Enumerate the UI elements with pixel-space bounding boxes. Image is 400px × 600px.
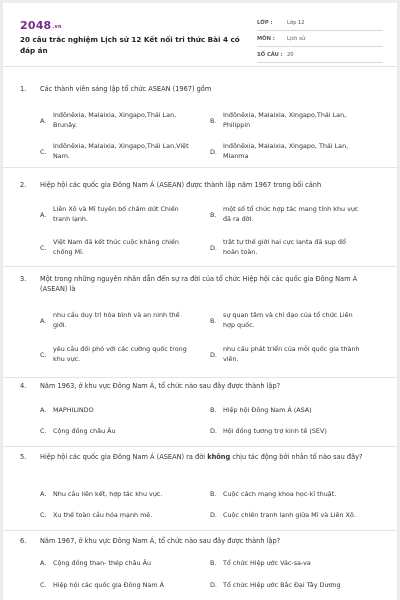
option-text: Liên Xô và Mĩ tuyên bố chấm dứt Chiến tranh lạnh. [53,205,179,223]
option-text: Cộng đồng châu Âu [53,427,116,435]
question-2 [3,168,397,267]
option-text: sự quan tâm và chỉ đạo của tổ chức Liên hợp quốc. [223,311,353,329]
question-text: Các thành viên sáng lập tổ chức ASEAN (1967) gồm [40,85,212,93]
question-number: 4. [20,382,27,390]
option-text: trật tự thế giới hai cực Ianta đã sụp đổ hoàn toàn. [223,238,346,256]
option-text: Inđônêxia, Malaixia, Xingapo,Thái Lan, Brunây. [53,111,177,129]
question-3 [3,267,397,378]
option-text: Xu thế toàn cầu hóa mạnh mẽ. [53,511,153,519]
option-text: Nhu cầu liên kết, hợp tác khu vực. [53,490,163,498]
option-text: Cuộc cách mạng khoa học-kĩ thuật. [223,490,337,498]
question-text: Hiệp hội các quốc gia Đông Nam Á (ASEAN) được thành lập năm 1967 trong bối cảnh [40,181,322,189]
option-letter: B. [210,490,217,498]
logo-suffix: .vn [52,24,62,30]
quiz-title: 20 câu trắc nghiệm Lịch sử 12 Kết nối tri thức Bài 4 có đáp án [20,35,240,55]
option-text: Hội đồng tương trợ kinh tế (SEV) [223,427,327,435]
option-text: Tổ chức Hiệp ước Vác-sa-va [223,559,311,567]
question-text-before: Hiệp hội các quốc gia Đông Nam Á (ASEAN) ra đời [40,453,208,461]
logo-text: 2048 [20,19,52,32]
option-letter: A. [40,406,47,414]
meta-label: LỚP : [257,20,273,26]
question-number: 2. [20,181,27,189]
option-letter: D. [210,351,217,359]
option-letter: C. [40,581,47,589]
option-text: Việt Nam đã kết thúc cuộc kháng chiến chống Mĩ. [53,238,179,256]
option-text: nhu cầu phát triển của mỗi quốc gia thành viên. [223,345,360,363]
option-letter: D. [210,427,217,435]
option-letter: D. [210,244,217,252]
question-text: Một trong những nguyên nhân dẫn đến sự ra đời của tổ chức Hiệp hội các quốc gia Đông Nam Á (ASEAN) là [40,275,358,293]
option-text: Cộng đồng than- thép châu Âu [53,559,152,567]
option-letter: C. [40,511,47,519]
option-text: Cuộc chiến tranh lạnh giữa Mĩ và Liên Xô. [223,511,356,519]
meta-row-class [257,17,383,31]
page-header [3,3,397,67]
meta-value: Lớp 12 [287,20,305,26]
option-text: một số tổ chức hợp tác mang tính khu vực đã ra đời. [223,205,359,223]
option-letter: B. [210,317,217,325]
option-text: Inđônêxia, Malaixia, Xingapo, Thái Lan, Mianma [223,142,349,160]
option-letter: C. [40,148,47,156]
option-text: MAPHILINDO [53,406,94,414]
option-text: Inđônêxia, Malaixia, Xingapo,Thái Lan, Philippin [223,111,347,129]
quiz-meta [257,17,383,65]
quiz-page [3,3,397,600]
question-6 [3,531,397,600]
option-letter: A. [40,490,47,498]
question-text [40,452,380,462]
option-text: Hiệp hội Đông Nam Á (ASA) [223,406,312,414]
question-number: 3. [20,275,27,283]
question-1 [3,67,397,168]
option-letter: A. [40,559,47,567]
option-text: Tổ chức Hiệp ước Bắc Đại Tây Dương [223,581,341,589]
question-text-bold: không [207,453,231,461]
meta-label: MÔN : [257,36,275,42]
option-text: Inđônêxia, Malaixia, Xingapo,Thái Lan,Việt Nam. [53,142,189,160]
meta-row-count [257,49,383,63]
option-text: yêu cầu đối phó với các cường quốc trong khu vực. [53,345,187,363]
question-text-after: chịu tác động bởi nhân tố nào sau đây? [230,453,363,461]
option-letter: C. [40,351,47,359]
meta-value: Lịch sử [287,36,306,42]
option-text: Hiệp hội các quốc gia Đông Nam Á [53,581,165,589]
option-letter: A. [40,211,47,219]
option-letter: D. [210,148,217,156]
meta-value: 20 [287,52,294,58]
option-letter: D. [210,511,217,519]
question-number: 1. [20,85,27,93]
option-text: nhu cầu duy trì hòa bình và an ninh thế giới. [53,311,180,329]
question-text: Năm 1963, ở khu vực Đông Nam Á, tổ chức nào sau đây được thành lập? [40,382,281,390]
option-letter: B. [210,559,217,567]
question-number: 6. [20,537,27,545]
question-number: 5. [20,453,27,461]
site-logo[interactable] [20,19,62,32]
option-letter: A. [40,317,47,325]
option-letter: B. [210,211,217,219]
question-5 [3,447,397,531]
question-text: Năm 1967, ở khu vực Đông Nam Á, tổ chức nào sau đây được thành lập? [40,537,281,545]
meta-label: SỐ CÂU : [257,52,283,58]
meta-row-subject [257,33,383,47]
option-letter: B. [210,117,217,125]
question-4 [3,378,397,447]
option-letter: B. [210,406,217,414]
option-letter: A. [40,117,47,125]
option-letter: D. [210,581,217,589]
option-letter: C. [40,427,47,435]
option-letter: C. [40,244,47,252]
